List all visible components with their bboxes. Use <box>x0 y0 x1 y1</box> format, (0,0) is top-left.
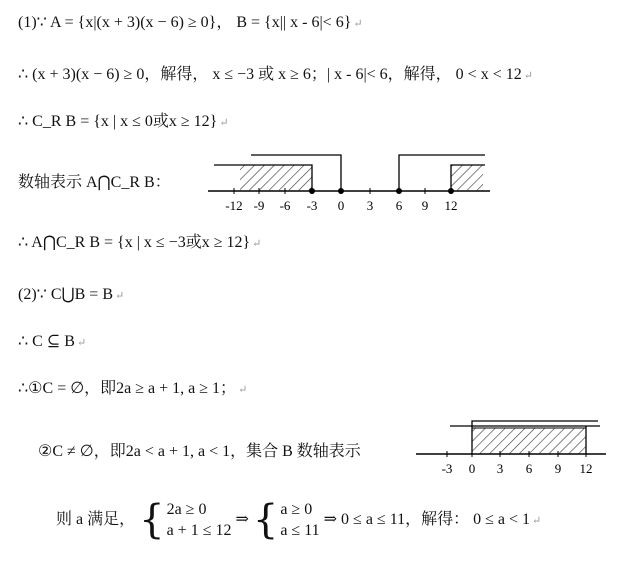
line-8-text: ∴①C = ∅，即2a ≥ a + 1, a ≥ 1； <box>18 380 237 397</box>
line-set-definitions <box>18 12 363 35</box>
line-10-suffix: ⇒ 0 ≤ a ≤ 11，解得： 0 ≤ a < 1 <box>323 511 531 528</box>
axis-tick-label: 9 <box>421 198 429 213</box>
return-mark: ↵ <box>523 70 533 82</box>
axis-tick-label: 6 <box>525 461 533 476</box>
return-mark: ↵ <box>219 117 229 129</box>
line-3-text: ∴ C_R B = {x | x ≤ 0或x ≥ 12} <box>18 113 218 130</box>
axis-tick-label: 0 <box>337 198 345 213</box>
brace-icon: { <box>139 497 165 544</box>
shaded-region <box>472 428 586 454</box>
axis-tick-label: 12 <box>444 198 458 213</box>
return-mark: ↵ <box>353 18 363 30</box>
return-mark: ↵ <box>238 384 248 396</box>
implies-arrow: ⇒ <box>235 511 249 528</box>
axis-tick-label: -9 <box>253 198 265 213</box>
axis-tick-label: 6 <box>395 198 403 213</box>
line-5-text: ∴ A⋂C_R B = {x | x ≤ −3或x ≥ 12} <box>18 234 251 251</box>
axis-tick-label: -12 <box>225 198 243 213</box>
shaded-region-left <box>240 165 312 191</box>
line-part-2 <box>18 284 124 307</box>
return-mark: ↵ <box>532 515 542 527</box>
system-1 <box>139 497 232 544</box>
system-2 <box>252 497 320 544</box>
axis-tick-label: 3 <box>366 198 374 213</box>
system-1-bottom: a + 1 ≤ 12 <box>166 522 232 540</box>
line-6-text: (2)∵ C⋃B = B <box>18 286 113 303</box>
return-mark: ↵ <box>115 290 125 302</box>
number-line-1 <box>200 150 500 216</box>
line-case-2 <box>38 441 361 463</box>
axis-tick-label: -3 <box>306 198 318 213</box>
line-case-1 <box>18 378 247 401</box>
line-7-text: ∴ C ⊆ B <box>18 333 75 350</box>
line-1-text: (1)∵ A = {x|(x + 3)(x − 6) ≥ 0}， B = {x|| x - 6|< 6} <box>18 14 352 31</box>
axis-tick-label: 0 <box>468 461 476 476</box>
line-solve-inequalities <box>18 64 533 87</box>
axis-tick-label: 12 <box>579 461 593 476</box>
system-2-bottom: a ≤ 11 <box>280 522 320 540</box>
system-2-top: a ≥ 0 <box>280 501 313 519</box>
brace-icon: { <box>252 497 279 544</box>
axis-tick-label: -3 <box>441 461 453 476</box>
line-9-text: ②C ≠ ∅，即2a < a + 1, a < 1，集合 B 数轴表示 <box>38 443 361 460</box>
shaded-region-right <box>451 165 483 191</box>
line-complement-b <box>18 111 229 134</box>
return-mark: ↵ <box>76 337 87 349</box>
line-conclusion <box>56 498 541 543</box>
line-2-text: ∴ (x + 3)(x − 6) ≥ 0，解得， x ≤ −3 或 x ≥ 6；| x - 6|< 6，解得， 0 < x < 12 <box>18 66 522 83</box>
line-subset <box>18 331 86 354</box>
axis-tick-label: -6 <box>279 198 291 213</box>
axis-tick-label: 9 <box>554 461 562 476</box>
number-line-2 <box>410 414 610 480</box>
line-intersection-result <box>18 232 261 255</box>
axis-tick-label: 3 <box>496 461 504 476</box>
return-mark: ↵ <box>252 238 262 250</box>
line-10-prefix: 则 a 满足， <box>56 511 136 528</box>
line-number-line-label <box>18 172 171 194</box>
system-1-top: 2a ≥ 0 <box>166 501 207 519</box>
line-4-text: 数轴表示 A⋂C_R B： <box>18 174 171 191</box>
